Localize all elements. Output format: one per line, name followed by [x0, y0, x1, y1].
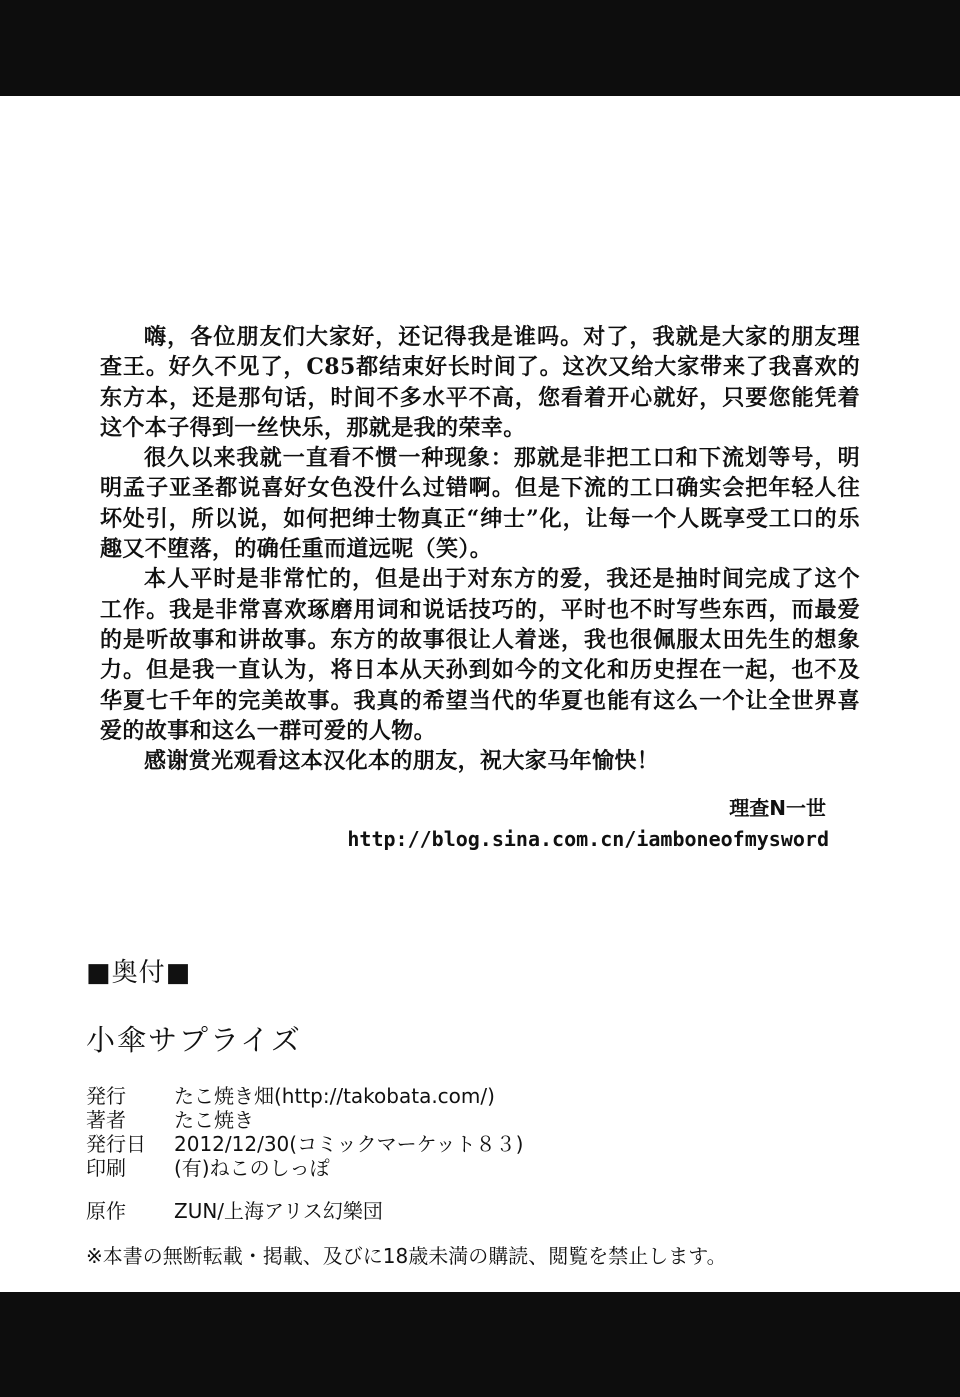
translator-signature: 理查N一世 [729, 796, 826, 820]
credit-row-printer [86, 1156, 846, 1180]
translator-afterword [100, 322, 860, 776]
top-black-band [0, 0, 960, 96]
reproduction-notice: ※本書の無断転載・掲載、及びに18歳未満の購読、閲覧を禁止します。 [86, 1244, 727, 1268]
credit-value: 2012/12/30(コミックマーケット８３) [174, 1132, 524, 1156]
afterword-paragraph-2: 很久以来我就一直看不惯一种现象：那就是非把工口和下流划等号，明明孟子亚圣都说喜好女色没什么过错啊。但是下流的工口确实会把年轻人往坏处引，所以说，如何把绅士物真正“绅士”化，让每一个人既享受工口的乐趣又不堕落，的确任重而道远呢（笑）。 [100, 445, 860, 563]
afterword-paragraph-1: 嗨，各位朋友们大家好，还记得我是谁吗。对了，我就是大家的朋友理查王。好久不见了，C85都结束好长时间了。这次又给大家带来了我喜欢的东方本，还是那句话，时间不多水平不高，您看着开心就好，只要您能凭着这个本子得到一丝快乐，那就是我的荣幸。 [100, 324, 860, 441]
credit-label: 発行 [86, 1084, 126, 1108]
book-title: 小傘サプライズ [86, 1023, 302, 1057]
credit-label: 著者 [86, 1108, 126, 1132]
credit-row-original-work [86, 1199, 846, 1223]
credit-value: (有)ねこのしっぽ [174, 1156, 330, 1180]
translator-blog-url: http://blog.sina.com.cn/iamboneofmysword [347, 827, 829, 851]
credit-value: たこ焼き畑(http://takobata.com/) [174, 1084, 495, 1108]
credit-label: 発行日 [86, 1132, 146, 1156]
credit-label: 原作 [86, 1199, 126, 1223]
credit-value: たこ焼き [174, 1108, 254, 1132]
credit-label: 印刷 [86, 1156, 126, 1180]
bottom-black-band [0, 1292, 960, 1397]
credit-value: ZUN/上海アリス幻樂団 [174, 1199, 383, 1223]
afterword-paragraph-3: 本人平时是非常忙的，但是出于对东方的爱，我还是抽时间完成了这个工作。我是非常喜欢琢磨用词和说话技巧的，平时也不时写些东西，而最爱的是听故事和讲故事。东方的故事很让人着迷，我也很佩服太田先生的想象力。但是我一直认为，将日本从天孙到如今的文化和历史捏在一起，也不及华夏七千年的完美故事。我真的希望当代的华夏也能有这么一个让全世界喜爱的故事和这么一群可爱的人物。 [100, 566, 860, 744]
credit-row-publisher [86, 1084, 846, 1108]
colophon-heading: ■奥付■ [86, 958, 192, 988]
credit-row-date [86, 1132, 846, 1156]
afterword-paragraph-4: 感谢赏光观看这本汉化本的朋友，祝大家马年愉快！ [144, 748, 660, 775]
credits-list [86, 1084, 846, 1223]
credit-row-author [86, 1108, 846, 1132]
